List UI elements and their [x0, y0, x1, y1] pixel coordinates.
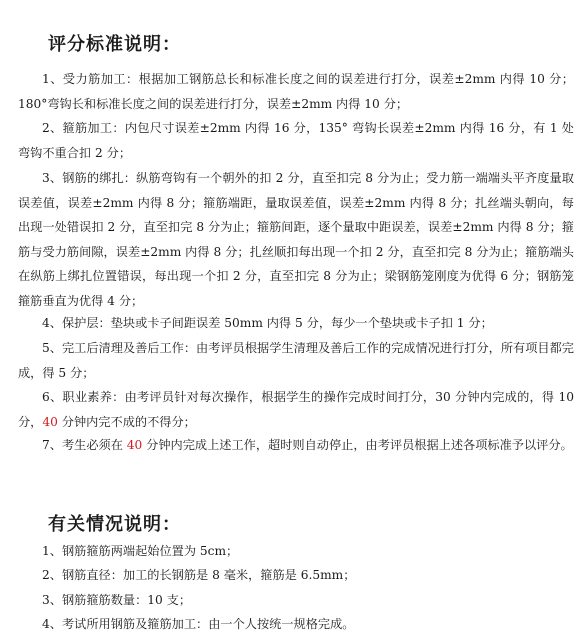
- criterion-3: 3、钢筋的绑扎：纵筋弯钩有一个朝外的扣 2 分，直至扣完 8 分为止；受力筋一端端头平齐度量取误差值，误差±2mm 内得 8 分；箍筋端距，量取误差值，误差±2mm 内得 8 分；扎丝端头朝向，每出现一处错误扣 2 分，直至扣完 8 分为止；箍筋间距，逐个量取中距误差，误差±2mm 内得 8 分；箍筋与受力筋间隙，误差±2mm 内得 8 分；扎丝顺扣每出现一个扣 2 分，直至扣完 8 分为止；箍筋端头在纵筋上绑扎位置错误，每出现一个扣 2 分，直至扣完 8 分为止；梁钢筋笼刚度为优得 6 分；钢筋笼箍筋垂直为优得 4 分；: [18, 171, 574, 308]
- criterion-5: 5、完工后清理及善后工作：由考评员根据学生清理及善后工作的完成情况进行打分，所有项目都完成，得 5 分；: [18, 341, 574, 380]
- note-4: 4、考试所用钢筋及箍筋加工：由一个人按统一规格完成。: [42, 617, 355, 631]
- criterion-6-text-a: 6、职业素养：由考评员针对每次操作，根据学生的操作完成时间打分，30 分钟内完成的，得 10 分，: [18, 390, 574, 429]
- criterion-2: 2、箍筋加工：内包尺寸误差±2mm 内得 16 分，135° 弯钩长误差±2mm 内得 16 分，有 1 处弯钩不重合扣 2 分；: [18, 121, 574, 160]
- notes-heading: 有关情况说明：: [48, 514, 181, 535]
- criterion-4: 4、保护层：垫块或卡子间距误差 50mm 内得 5 分，每少一个垫块或卡子扣 1 分；: [42, 316, 493, 330]
- criterion-1: 1、受力筋加工：根据加工钢筋总长和标准长度之间的误差进行打分，误差±2mm 内得 10 分；180°弯钩长和标准长度之间的误差进行打分，误差±2mm 内得 10 分；: [18, 72, 574, 111]
- criterion-7: [18, 433, 574, 458]
- scoring-criteria-heading: 评分标准说明：: [48, 34, 181, 55]
- criterion-6-time-highlight: 40: [42, 414, 58, 429]
- criterion-7-text-b: 分钟内完成上述工作，超时则自动停止，由考评员根据上述各项标准予以评分。: [142, 438, 573, 452]
- criterion-7-text-a: 7、考生必须在: [42, 438, 127, 452]
- criterion-6: [18, 385, 574, 434]
- note-1: 1、钢筋箍筋两端起始位置为 5cm；: [42, 544, 239, 558]
- note-2: 2、钢筋直径：加工的长钢筋是 8 毫米，箍筋是 6.5mm；: [42, 568, 356, 582]
- criterion-7-time-highlight: 40: [126, 438, 143, 452]
- note-3: 3、钢筋箍筋数量：10 支；: [42, 593, 192, 607]
- criterion-6-text-b: 分钟内完不成的不得分；: [57, 414, 196, 429]
